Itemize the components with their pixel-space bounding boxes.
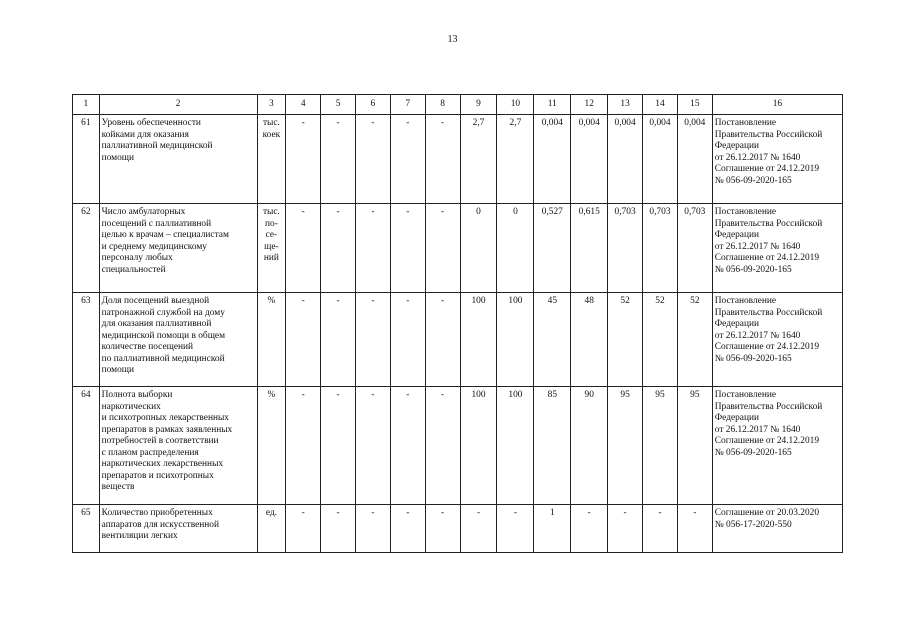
indicator-name-line: помощи <box>101 152 135 163</box>
column-header-9: 9 <box>460 95 497 115</box>
value-cell: - <box>286 115 321 204</box>
value-cell: 100 <box>497 293 534 387</box>
column-header-12: 12 <box>571 95 608 115</box>
value-cell: - <box>425 505 460 553</box>
column-header-15: 15 <box>677 95 712 115</box>
legal-basis-line: Соглашение от 24.12.2019 <box>714 436 820 446</box>
value-cell: - <box>321 204 356 293</box>
legal-basis-line: Федерации <box>714 413 760 423</box>
value-cell: 48 <box>571 293 608 387</box>
indicator-name-line: и психотропных лекарственных <box>101 413 229 423</box>
indicator-name <box>99 204 257 293</box>
indicator-name-line: медицинской помощи в общем <box>101 330 226 341</box>
value-cell: - <box>390 115 425 204</box>
legal-basis-line: Правительства Российской <box>714 307 823 318</box>
indicator-name-line: посещений с паллиативной <box>101 218 212 229</box>
indicator-name-line: Полнота выборки <box>101 390 173 400</box>
value-cell: - <box>286 505 321 553</box>
value-cell: 1 <box>534 505 571 553</box>
indicator-name-line: с планом распределения <box>101 447 199 458</box>
value-cell: 100 <box>460 293 497 387</box>
value-cell: 85 <box>534 387 571 505</box>
value-cell: - <box>355 115 390 204</box>
value-cell: - <box>643 505 678 553</box>
column-header-3: 3 <box>257 95 286 115</box>
legal-basis-line: от 26.12.2017 № 1640 <box>714 330 801 341</box>
indicator-name-line: целью к врачам – специалистам <box>101 230 229 240</box>
value-cell: - <box>425 387 460 505</box>
indicator-name-line: и среднему медицинскому <box>101 241 207 252</box>
column-header-8: 8 <box>425 95 460 115</box>
value-cell: 90 <box>571 387 608 505</box>
legal-basis-line: № 056-17-2020-550 <box>714 519 792 530</box>
legal-basis-line: № 056-09-2020-165 <box>714 447 792 458</box>
value-cell: 100 <box>460 387 497 505</box>
legal-basis-line: Соглашение от 20.03.2020 <box>714 508 820 518</box>
legal-basis <box>712 115 842 204</box>
table-body <box>73 115 843 553</box>
legal-basis-line: Федерации <box>714 230 760 240</box>
page-number: 13 <box>447 34 458 45</box>
column-header-10: 10 <box>497 95 534 115</box>
table-row <box>73 505 843 553</box>
unit-line: по- <box>264 218 278 229</box>
legal-basis <box>712 387 842 505</box>
unit-line: ще- <box>264 241 279 252</box>
value-cell: 95 <box>643 387 678 505</box>
value-cell: - <box>355 204 390 293</box>
unit <box>257 387 286 505</box>
value-cell: - <box>460 505 497 553</box>
indicators-table <box>72 94 843 553</box>
legal-basis <box>712 293 842 387</box>
table-row <box>73 293 843 387</box>
value-cell: - <box>390 387 425 505</box>
value-cell: 0,703 <box>677 204 712 293</box>
column-header-7: 7 <box>390 95 425 115</box>
legal-basis-line: Соглашение от 24.12.2019 <box>714 164 820 174</box>
indicator-name-line: аппаратов для искусственной <box>101 519 220 530</box>
value-cell: - <box>321 387 356 505</box>
legal-basis <box>712 505 842 553</box>
legal-basis-line: № 056-09-2020-165 <box>714 353 792 364</box>
value-cell: - <box>425 293 460 387</box>
value-cell: 0,703 <box>643 204 678 293</box>
unit <box>257 204 286 293</box>
row-number: 62 <box>73 204 100 293</box>
indicator-name <box>99 115 257 204</box>
table-row <box>73 387 843 505</box>
indicator-name-line: по паллиативной медицинской <box>101 353 225 364</box>
value-cell: - <box>390 505 425 553</box>
value-cell: 0,004 <box>534 115 571 204</box>
value-cell: 52 <box>677 293 712 387</box>
indicator-name-line: помощи <box>101 365 135 375</box>
column-header-14: 14 <box>643 95 678 115</box>
legal-basis-line: от 26.12.2017 № 1640 <box>714 424 801 435</box>
value-cell: - <box>321 293 356 387</box>
unit-line: се- <box>265 230 278 240</box>
value-cell: 0,703 <box>608 204 643 293</box>
indicator-name-line: наркотических лекарственных <box>101 459 224 469</box>
legal-basis-line: Соглашение от 24.12.2019 <box>714 253 820 263</box>
value-cell: - <box>425 204 460 293</box>
column-header-11: 11 <box>534 95 571 115</box>
value-cell: - <box>390 293 425 387</box>
header-row <box>73 95 843 115</box>
column-header-1: 1 <box>73 95 100 115</box>
indicator-name-line: препаратов в рамках заявленных <box>101 424 233 435</box>
unit <box>257 115 286 204</box>
column-header-5: 5 <box>321 95 356 115</box>
value-cell: - <box>497 505 534 553</box>
indicator-name <box>99 387 257 505</box>
value-cell: 95 <box>608 387 643 505</box>
indicator-name-line: веществ <box>101 482 135 492</box>
indicator-name-line: количестве посещений <box>101 342 194 352</box>
value-cell: 0,004 <box>571 115 608 204</box>
unit <box>257 293 286 387</box>
value-cell: 95 <box>677 387 712 505</box>
indicator-name-line: Количество приобретенных <box>101 508 213 518</box>
value-cell: - <box>425 115 460 204</box>
value-cell: - <box>571 505 608 553</box>
value-cell: - <box>355 505 390 553</box>
indicator-name-line: для оказания паллиативной <box>101 319 212 329</box>
legal-basis-line: от 26.12.2017 № 1640 <box>714 152 801 163</box>
indicator-name-line: Число амбулаторных <box>101 207 186 217</box>
legal-basis-line: Постановление <box>714 207 777 217</box>
value-cell: 2,7 <box>497 115 534 204</box>
row-number: 61 <box>73 115 100 204</box>
unit-line: коек <box>262 129 281 140</box>
value-cell: 0,527 <box>534 204 571 293</box>
legal-basis-line: Соглашение от 24.12.2019 <box>714 342 820 352</box>
value-cell: 0 <box>497 204 534 293</box>
unit-line: тыс. <box>262 118 280 128</box>
column-header-6: 6 <box>355 95 390 115</box>
value-cell: 0,615 <box>571 204 608 293</box>
indicator-name-line: паллиативной медицинской <box>101 141 213 151</box>
indicator-name-line: персоналу любых <box>101 253 173 263</box>
indicator-name-line: препаратов и психотропных <box>101 470 214 481</box>
value-cell: - <box>390 204 425 293</box>
value-cell: 0,004 <box>608 115 643 204</box>
value-cell: 0 <box>460 204 497 293</box>
unit <box>257 505 286 553</box>
value-cell: 52 <box>608 293 643 387</box>
row-number: 65 <box>73 505 100 553</box>
row-number: 64 <box>73 387 100 505</box>
legal-basis-line: Постановление <box>714 296 777 306</box>
value-cell: - <box>608 505 643 553</box>
legal-basis-line: Правительства Российской <box>714 129 823 140</box>
table-row <box>73 204 843 293</box>
row-number: 63 <box>73 293 100 387</box>
indicator-name-line: вентиляции легких <box>101 531 178 541</box>
column-header-16: 16 <box>712 95 842 115</box>
unit-line: % <box>267 296 276 306</box>
legal-basis-line: Федерации <box>714 141 760 151</box>
value-cell: 52 <box>643 293 678 387</box>
indicator-name-line: наркотических <box>101 401 161 412</box>
value-cell: 0,004 <box>677 115 712 204</box>
indicator-name-line: патронажной службой на дому <box>101 307 225 318</box>
value-cell: - <box>355 387 390 505</box>
value-cell: - <box>286 204 321 293</box>
value-cell: 45 <box>534 293 571 387</box>
value-cell: - <box>321 505 356 553</box>
legal-basis-line: № 056-09-2020-165 <box>714 175 792 186</box>
legal-basis-line: Правительства Российской <box>714 401 823 412</box>
legal-basis-line: Правительства Российской <box>714 218 823 229</box>
unit-line: % <box>267 390 276 400</box>
column-header-4: 4 <box>286 95 321 115</box>
column-header-13: 13 <box>608 95 643 115</box>
indicator-name-line: специальностей <box>101 264 166 275</box>
value-cell: - <box>286 387 321 505</box>
value-cell: - <box>321 115 356 204</box>
table-row <box>73 115 843 204</box>
legal-basis-line: Постановление <box>714 118 777 128</box>
unit-line: тыс. <box>262 207 280 217</box>
indicator-name <box>99 293 257 387</box>
value-cell: 100 <box>497 387 534 505</box>
legal-basis-line: Постановление <box>714 390 777 400</box>
indicator-name-line: потребностей в соответствии <box>101 436 219 446</box>
value-cell: - <box>677 505 712 553</box>
legal-basis-line: от 26.12.2017 № 1640 <box>714 241 801 252</box>
value-cell: - <box>286 293 321 387</box>
indicator-name <box>99 505 257 553</box>
indicator-name-line: койками для оказания <box>101 129 189 140</box>
column-header-2: 2 <box>99 95 257 115</box>
unit-line: ний <box>263 253 279 263</box>
indicator-name-line: Доля посещений выездной <box>101 296 210 306</box>
indicator-name-line: Уровень обеспеченности <box>101 118 201 128</box>
unit-line: ед. <box>265 508 277 518</box>
value-cell: 0,004 <box>643 115 678 204</box>
value-cell: - <box>355 293 390 387</box>
legal-basis-line: № 056-09-2020-165 <box>714 264 792 275</box>
value-cell: 2,7 <box>460 115 497 204</box>
legal-basis <box>712 204 842 293</box>
legal-basis-line: Федерации <box>714 319 760 329</box>
